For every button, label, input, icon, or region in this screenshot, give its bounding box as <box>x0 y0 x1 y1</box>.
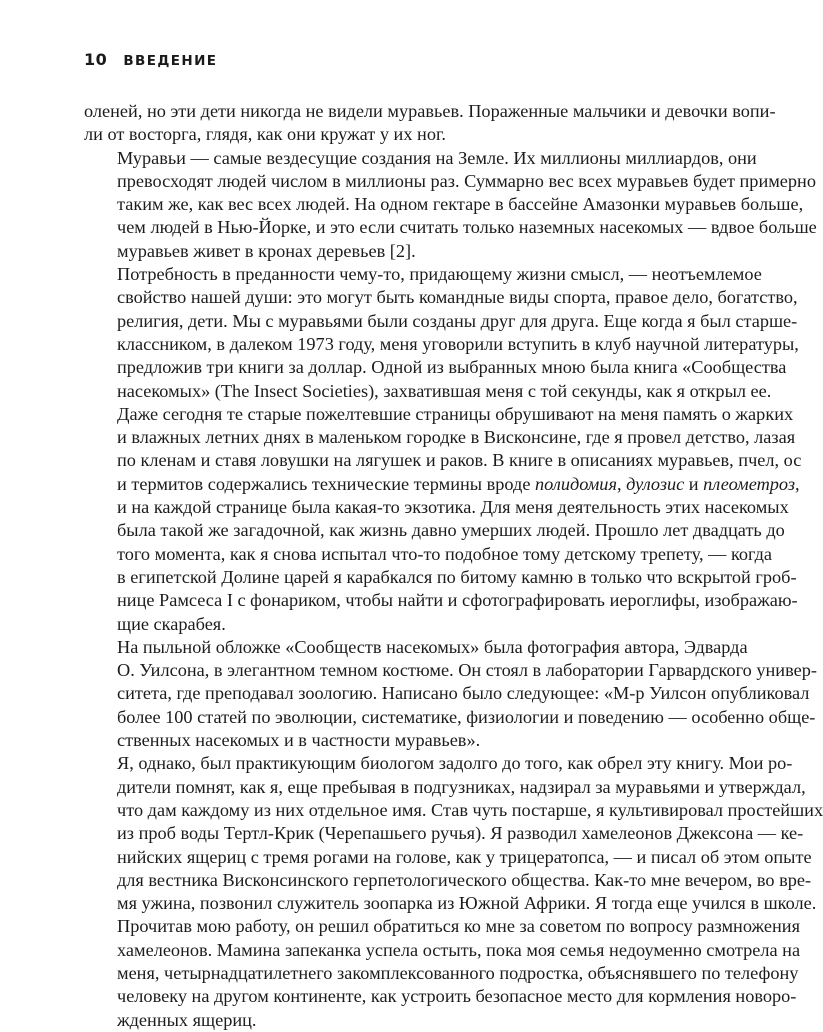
paragraph-3 <box>84 263 802 636</box>
paragraph-4 <box>84 636 817 752</box>
paragraph-1 <box>84 100 776 147</box>
text-line: предложив три книги за доллар. Одной из выбранных мною была книга «Сообщества <box>117 357 787 378</box>
text-line: нийских ящериц с тремя рогами на голове, как у трицератопса, — и писал об этом опыте <box>117 846 812 867</box>
text-line: человеку на другом континенте, как устроить безопасное место для кормления новоро- <box>117 986 797 1007</box>
text-line: Муравьи — самые вездесущие создания на Земле. Их миллионы миллиардов, они <box>117 147 757 168</box>
text-line: что дам каждому из них отдельное имя. Став чуть постарше, я культивировал простейших <box>117 799 823 820</box>
text-line: Потребность в преданности чему-то, придающему жизни смысл, — неотъемлемое <box>117 264 762 285</box>
text-line: Я, однако, был практикующим биологом задолго до того, как обрел эту книгу. Мои ро- <box>117 753 793 774</box>
text-line: свойство нашей души: это могут быть командные виды спорта, правое дело, богатство, <box>117 287 798 308</box>
paragraph-2 <box>84 147 817 263</box>
text-line: меня, четырнадцатилетнего закомплексованного подростка, объяснявшего по телефону <box>117 962 799 983</box>
text-line: ситета, где преподавал зоологию. Написано было следующее: «М-р Уилсон опубликовал <box>117 683 810 704</box>
text-line: по кленам и ставя ловушки на лягушек и раков. В книге в описаниях муравьев, пчел, ос <box>117 450 802 471</box>
text-line: таким же, как вес всех людей. На одном гектаре в бассейне Амазонки муравьев больше, <box>117 194 804 215</box>
text-line: и влажных летних днях в маленьком городке в Висконсине, где я провел детство, лазая <box>117 427 796 448</box>
term-separator: и <box>684 473 704 494</box>
text-line: оленей, но эти дети никогда не видели муравьев. Пораженные мальчики и девочки вопи- <box>84 101 776 121</box>
section-title: ВВЕДЕНИЕ <box>123 53 218 69</box>
text-line: и на каждой странице была какая-то экзотика. Для меня деятельность этих насекомых <box>117 497 789 518</box>
text-line: более 100 статей по эволюции, систематике, физиологии и поведению — особенно обще- <box>117 706 816 727</box>
text-line: хамелеонов. Мамина запеканка успела остыть, пока моя семья недоуменно смотрела на <box>117 939 801 960</box>
text-line: в египетской Долине царей я карабкался по битому камню в только что вскрытой гроб- <box>117 566 797 587</box>
text-line: религия, дети. Мы с муравьями были созданы друг для друга. Еще когда я был старше- <box>117 310 798 331</box>
text-line: ственных насекомых и в частности муравьев». <box>117 730 481 751</box>
page-number: 10 <box>84 50 108 69</box>
italic-term: плеометроз <box>703 473 795 494</box>
term-separator: , <box>794 473 800 494</box>
text-line: чем людей в Нью-Йорке, и это если считать только наземных насекомых — вдвое больше <box>117 217 817 238</box>
term-separator: , <box>616 473 627 494</box>
text-line: для вестника Висконсинского герпетологического общества. Как-то мне вечером, во вре- <box>117 869 812 890</box>
text-line: ли от восторга, глядя, как они кружат у их ног. <box>84 124 446 145</box>
text-line: Прочитав мою работу, он решил обратиться ко мне за советом по вопросу размножения <box>117 916 800 937</box>
text-line: На пыльной обложке «Сообществ насекомых» была фотография автора, Эдварда <box>117 636 748 657</box>
text-line: превосходят людей числом в миллионы раз. Суммарно вес всех муравьев будет примерно <box>117 170 816 191</box>
text-line: Даже сегодня те старые пожелтевшие страницы обрушивают на меня память о жарких <box>117 403 794 424</box>
text-segment: и термитов содержались технические термины вроде <box>117 473 536 494</box>
text-line: классником, в далеком 1973 году, меня уговорили вступить в клуб научной литературы, <box>117 333 799 354</box>
text-line: жденных ящериц. <box>117 1009 257 1030</box>
text-line: насекомых» (The Insect Societies), захватившая меня с той секунды, как я открыл ее. <box>117 380 772 401</box>
text-line-with-terms <box>84 473 800 496</box>
text-line: была такой же загадочной, как жизнь давно умерших людей. Прошло лет двадцать до <box>117 520 785 541</box>
text-line: муравьев живет в кронах деревьев [2]. <box>117 240 416 261</box>
body-text <box>84 100 823 1032</box>
italic-term: полидомия <box>535 473 617 494</box>
text-line: дители помнят, как я, еще пребывая в подгузниках, надзирал за муравьями и утверждал, <box>117 776 806 797</box>
paragraph-5 <box>84 752 823 1032</box>
text-line: мя ужина, позвонил служитель зоопарка из Южной Африки. Я тогда еще учился в школе. <box>117 893 817 914</box>
text-line: щие скарабея. <box>117 613 226 634</box>
text-line: из проб воды Тертл-Крик (Черепашьего ручья). Я разводил хамелеонов Джексона — ке- <box>117 823 804 844</box>
text-line: нице Рамсеса I с фонариком, чтобы найти и сфотографировать иероглифы, изображаю- <box>117 590 798 611</box>
italic-term: дулозис <box>626 473 685 494</box>
text-line: того момента, как я снова испытал что-то подобное тому детскому трепету, — когда <box>117 543 773 564</box>
text-line: О. Уилсона, в элегантном темном костюме. Он стоял в лаборатории Гарвардского универ- <box>117 660 817 681</box>
running-head <box>84 50 217 69</box>
